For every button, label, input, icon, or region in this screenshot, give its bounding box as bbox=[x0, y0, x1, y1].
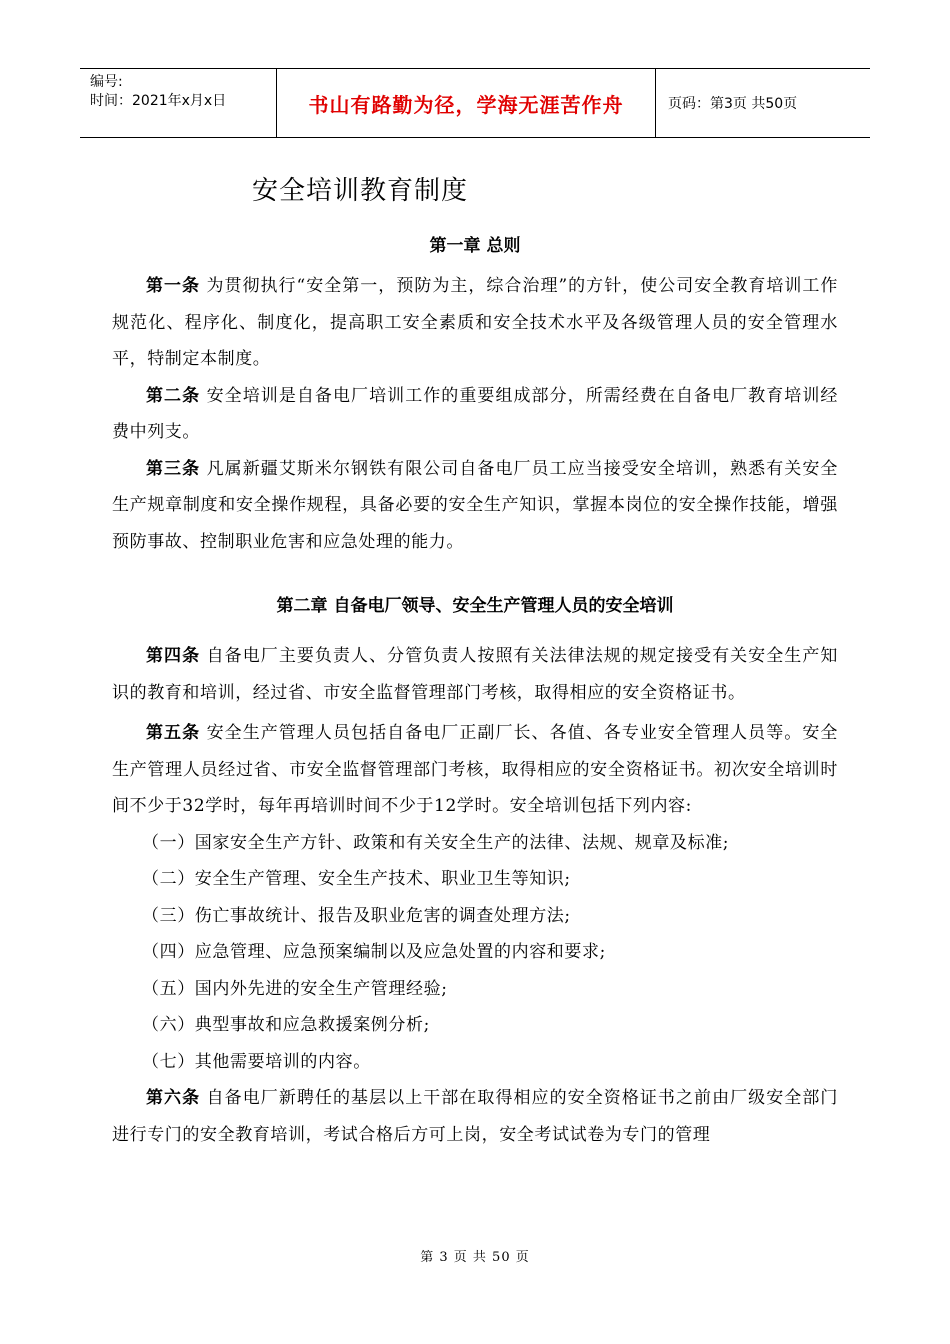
list-item: （一）国家安全生产方针、政策和有关安全生产的法律、法规、规章及标准; bbox=[142, 832, 730, 853]
article-text: 自备电厂主要负责人、分管负责人按照有关法律法规的规定接受有关安全生产知识的教育和培训，经过省、市安全监督管理部门考核，取得相应的安全资格证书。 bbox=[112, 646, 838, 703]
list-item: （五）国内外先进的安全生产管理经验; bbox=[142, 978, 448, 999]
article-label: 第六条 bbox=[146, 1088, 201, 1108]
article-text: 自备电厂新聘任的基层以上干部在取得相应的安全资格证书之前由厂级安全部门进行专门的安全教育培训，考试合格后方可上岗，安全考试试卷为专门的管理 bbox=[112, 1088, 838, 1145]
article-2 bbox=[112, 378, 838, 451]
page-header bbox=[80, 68, 870, 138]
list-item: （四）应急管理、应急预案编制以及应急处置的内容和要求; bbox=[142, 942, 606, 962]
article-label: 第三条 bbox=[146, 458, 201, 479]
chapter-2-heading: 第二章 自备电厂领导、安全生产管理人员的安全培训 bbox=[276, 596, 674, 616]
article-label: 第一条 bbox=[146, 276, 201, 296]
article-1 bbox=[112, 268, 838, 378]
document-number: 编号: bbox=[90, 74, 123, 90]
article-text: 凡属新疆艾斯米尔钢铁有限公司自备电厂员工应当接受安全培训，熟悉有关安全生产规章制度和安全操作规程，具备必要的安全生产知识，掌握本岗位的安全操作技能，增强预防事故、控制职业危害和应急处理的能力。 bbox=[112, 458, 838, 552]
article-3 bbox=[112, 451, 838, 561]
header-meta bbox=[80, 69, 276, 137]
document-title: 安全培训教育制度 bbox=[252, 176, 469, 206]
article-text: 安全培训是自备电厂培训工作的重要组成部分，所需经费在自备电厂教育培训经费中列支。 bbox=[112, 385, 838, 442]
list-item: （三）伤亡事故统计、报告及职业危害的调查处理方法; bbox=[142, 905, 571, 926]
list-item: （六）典型事故和应急救援案例分析; bbox=[142, 1015, 430, 1035]
article-text: 为贯彻执行“安全第一，预防为主，综合治理”的方针，使公司安全教育培训工作规范化、程序化、制度化，提高职工安全素质和安全技术水平及各级管理人员的安全管理水平，特制定本制度。 bbox=[112, 276, 838, 369]
document-body bbox=[112, 226, 838, 1153]
article-label: 第五条 bbox=[146, 723, 201, 743]
article-text: 安全生产管理人员包括自备电厂正副厂长、各值、各专业安全管理人员等。安全生产管理人员经过省、市安全监督管理部门考核，取得相应的安全资格证书。初次安全培训时间不少于32学时，每年再培训时间不少于12学时。安全培训包括下列内容: bbox=[112, 723, 838, 816]
header-page-info: 页码：第3页 共50页 bbox=[668, 96, 798, 112]
chapter-1-heading: 第一章 总则 bbox=[429, 236, 521, 256]
list-item: （二）安全生产管理、安全生产技术、职业卫生等知识; bbox=[142, 869, 571, 889]
article-4 bbox=[112, 638, 838, 711]
document-date: 时间：2021年x月x日 bbox=[90, 93, 227, 109]
header-motto: 书山有路勤为径，学海无涯苦作舟 bbox=[276, 69, 656, 137]
list-item: （七）其他需要培训的内容。 bbox=[142, 1051, 371, 1072]
article-label: 第四条 bbox=[146, 646, 201, 666]
page-footer: 第 3 页 共 50 页 bbox=[420, 1250, 530, 1265]
article-label: 第二条 bbox=[146, 385, 201, 406]
article-6 bbox=[112, 1080, 838, 1153]
article-5 bbox=[112, 715, 838, 825]
